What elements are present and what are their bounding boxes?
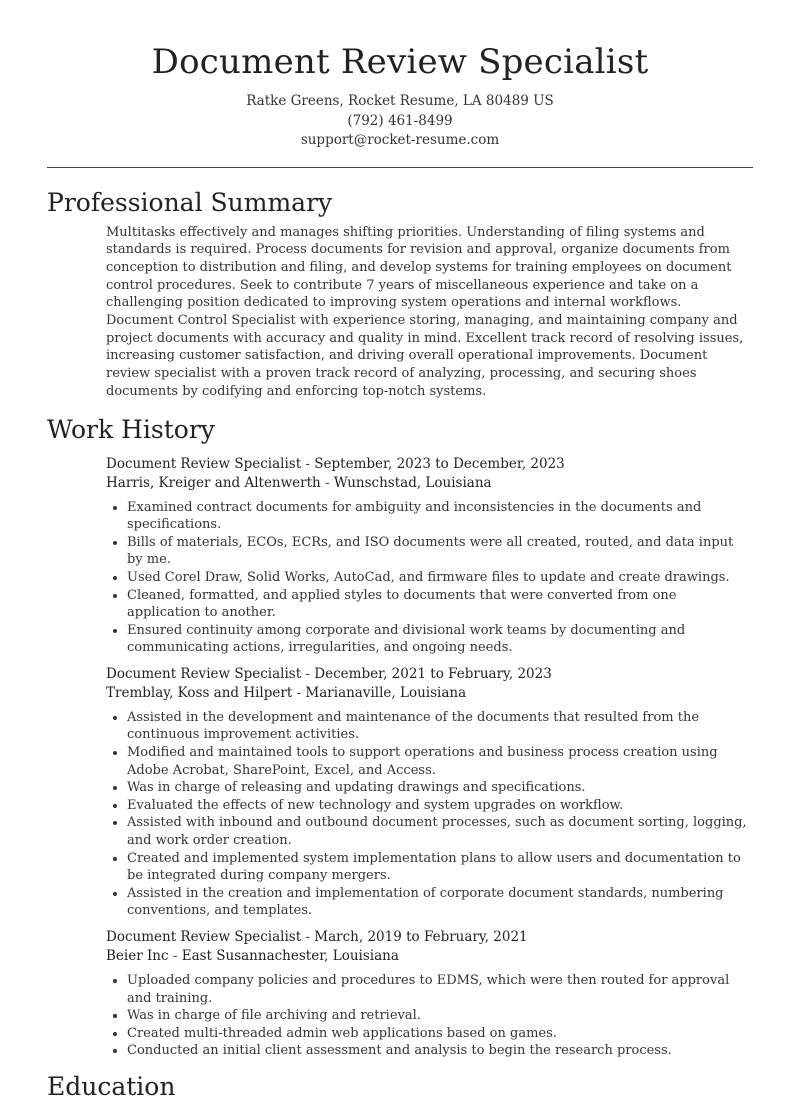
job-company-line xyxy=(106,474,753,493)
job-bullet: • Assisted with inbound and outbound document processes, such as document sorting, logging, and work order creation. xyxy=(127,814,753,849)
job-separator: - xyxy=(301,455,315,472)
job-entry xyxy=(106,455,753,657)
job-bullet: • Cleaned, formatted, and applied styles to documents that were converted from one application to another. xyxy=(127,587,753,622)
job-company: Beier Inc xyxy=(106,948,169,964)
job-bullet: • Used Corel Draw, Solid Works, AutoCad, and firmware files to update and create drawings. xyxy=(127,569,753,587)
contact-email: support@rocket-resume.com xyxy=(300,132,500,148)
job-bullet-list xyxy=(106,972,753,1060)
job-separator: - xyxy=(320,474,334,491)
job-title-line xyxy=(106,455,753,474)
job-bullet-list xyxy=(106,499,753,657)
job-bullet: • Created and implemented system implementation plans to allow users and documentation to be integrated during company mergers. xyxy=(127,850,753,885)
job-dates: December, 2021 to February, 2023 xyxy=(314,665,552,682)
job-bullet: • Conducted an initial client assessment and analysis to begin the research process. xyxy=(127,1042,753,1060)
job-role: Document Review Specialist xyxy=(106,665,302,682)
job-title-line xyxy=(106,665,753,684)
section-title-work-history: Work History xyxy=(47,414,215,444)
job-title-line xyxy=(106,928,753,947)
job-separator: - xyxy=(168,948,182,964)
section-title-summary: Professional Summary xyxy=(47,187,333,217)
job-bullet: • Was in charge of releasing and updating drawings and specifications. xyxy=(127,779,753,797)
job-bullet: • Uploaded company policies and procedures to EDMS, which were then routed for approval and training. xyxy=(127,972,753,1007)
job-location: East Susannachester, Louisiana xyxy=(181,948,399,964)
resume-header xyxy=(0,0,800,151)
job-role: Document Review Specialist xyxy=(106,455,302,472)
job-separator: - xyxy=(301,929,315,945)
job-list xyxy=(0,455,800,1060)
job-company-line xyxy=(106,947,753,966)
job-bullet: • Evaluated the effects of new technology and system upgrades on workflow. xyxy=(127,797,753,815)
section-work-history xyxy=(0,413,800,1060)
job-bullet: • Was in charge of file archiving and retrieval. xyxy=(127,1007,753,1025)
job-bullet: • Created multi-threaded admin web applications based on games. xyxy=(127,1025,753,1043)
job-entry xyxy=(106,665,753,920)
job-separator: - xyxy=(301,665,315,682)
job-company-line xyxy=(106,684,753,703)
section-professional-summary xyxy=(0,186,800,401)
job-role: Document Review Specialist xyxy=(106,929,302,945)
job-bullet: • Assisted in the creation and implementation of corporate document standards, numbering conventions, and templates. xyxy=(127,885,753,920)
job-bullet: • Ensured continuity among corporate and divisional work teams by documenting and communicating actions, irregularities, and ongoing needs. xyxy=(127,622,753,657)
contact-address: Ratke Greens, Rocket Resume, LA 80489 US xyxy=(246,93,554,109)
contact-phone: (792) 461-8499 xyxy=(347,112,453,129)
job-company: Harris, Kreiger and Altenwerth xyxy=(106,474,321,491)
contact-block xyxy=(0,92,800,151)
job-location: Marianaville, Louisiana xyxy=(305,684,467,701)
section-education xyxy=(0,1070,800,1104)
job-bullet: • Examined contract documents for ambiguity and inconsistencies in the documents and specifications. xyxy=(127,499,753,534)
job-bullet: • Assisted in the development and maintenance of the documents that resulted from the continuous improvement activities. xyxy=(127,709,753,744)
job-company: Tremblay, Koss and Hilpert xyxy=(106,684,293,701)
summary-text: Multitasks effectively and manages shifting priorities. Understanding of filing systems and standards is required. Process documents for revision and approval, organize documents from conception to distribution and filing, and develop systems for training employees on document control procedures. Seek to contribute 7 years of miscellaneous experience and take on a challenging position dedicated to improving system operations and internal workflows. Document Control Specialist with experience storing, managing, and maintaining company and project documents with accuracy and quality in mind. Excellent track record of resolving issues, increasing customer satisfaction, and driving overall operational improvements. Document review specialist with a proven track record of analyzing, processing, and securing shoes documents by codifying and enforcing top-notch systems. xyxy=(106,224,744,399)
job-entry xyxy=(106,928,753,1060)
job-dates: September, 2023 to December, 2023 xyxy=(314,455,565,472)
header-divider xyxy=(47,167,753,168)
job-location: Wunschstad, Louisiana xyxy=(333,474,492,491)
resume-name: Document Review Specialist xyxy=(151,42,649,82)
section-title-education: Education xyxy=(47,1071,176,1101)
job-bullet: • Bills of materials, ECOs, ECRs, and ISO documents were all created, routed, and data input by me. xyxy=(127,534,753,569)
job-bullet-list xyxy=(106,709,753,920)
job-bullet: • Modified and maintained tools to support operations and business process creation using Adobe Acrobat, SharePoint, Excel, and Access. xyxy=(127,744,753,779)
job-dates: March, 2019 to February, 2021 xyxy=(314,929,528,945)
job-separator: - xyxy=(292,684,306,701)
